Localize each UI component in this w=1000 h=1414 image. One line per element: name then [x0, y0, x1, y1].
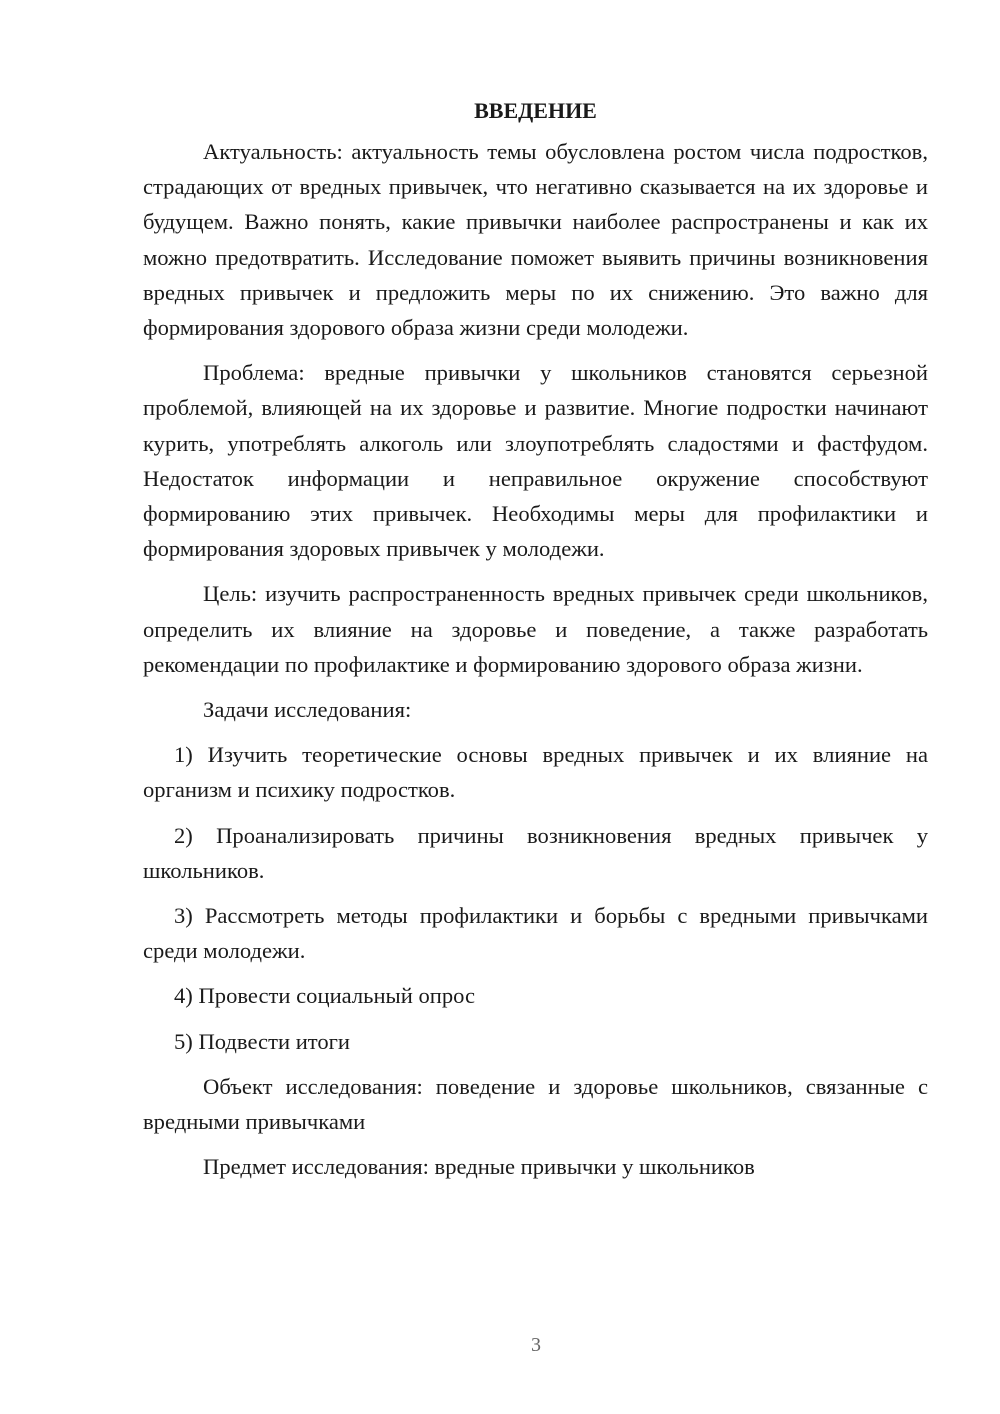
problem-paragraph: Проблема: вредные привычки у школьников становятся серьезной проблемой, влияющей на их здоровье и развитие. Многие подростки начинают курить, употреблять алкоголь или злоупотреблять сладостями и фастфудом. Недостаток информации и неправильное окружение способствуют формированию этих привычек. Необходимы меры для профилактики и формирования здоровых привычек у молодежи. [143, 360, 928, 562]
document-page [143, 92, 928, 1194]
goal-paragraph: Цель: изучить распространенность вредных привычек среди школьников, определить их влияние на здоровье и поведение, а также разработать рекомендации по профилактике и формированию здорового образа жизни. [143, 581, 928, 677]
relevance-paragraph: Актуальность: актуальность темы обусловлена ростом числа подростков, страдающих от вредных привычек, что негативно сказывается на их здоровье и будущем. Важно понять, какие привычки наиболее распространены и как их можно предотвратить. Исследование поможет выявить причины возникновения вредных привычек и предложить меры по их снижению. Это важно для формирования здорового образа жизни среди молодежи. [143, 139, 928, 341]
subject-paragraph: Предмет исследования: вредные привычки у школьников [203, 1154, 755, 1180]
task-item: 5) Подвести итоги [174, 1028, 351, 1054]
object-paragraph: Объект исследования: поведение и здоровье школьников, связанные с вредными привычками [143, 1073, 928, 1135]
task-item: 4) Провести социальный опрос [174, 983, 476, 1009]
task-item: 2) Проанализировать причины возникновения вредных привычек у школьников. [143, 822, 928, 883]
page-title: ВВЕДЕНИЕ [474, 98, 597, 123]
page-number: 3 [531, 1334, 541, 1356]
task-item: 1) Изучить теоретические основы вредных привычек и их влияние на организм и психику подростков. [143, 742, 928, 803]
task-item: 3) Рассмотреть методы профилактики и борьбы с вредными привычками среди молодежи. [143, 903, 928, 964]
tasks-heading: Задачи исследования: [203, 697, 412, 723]
